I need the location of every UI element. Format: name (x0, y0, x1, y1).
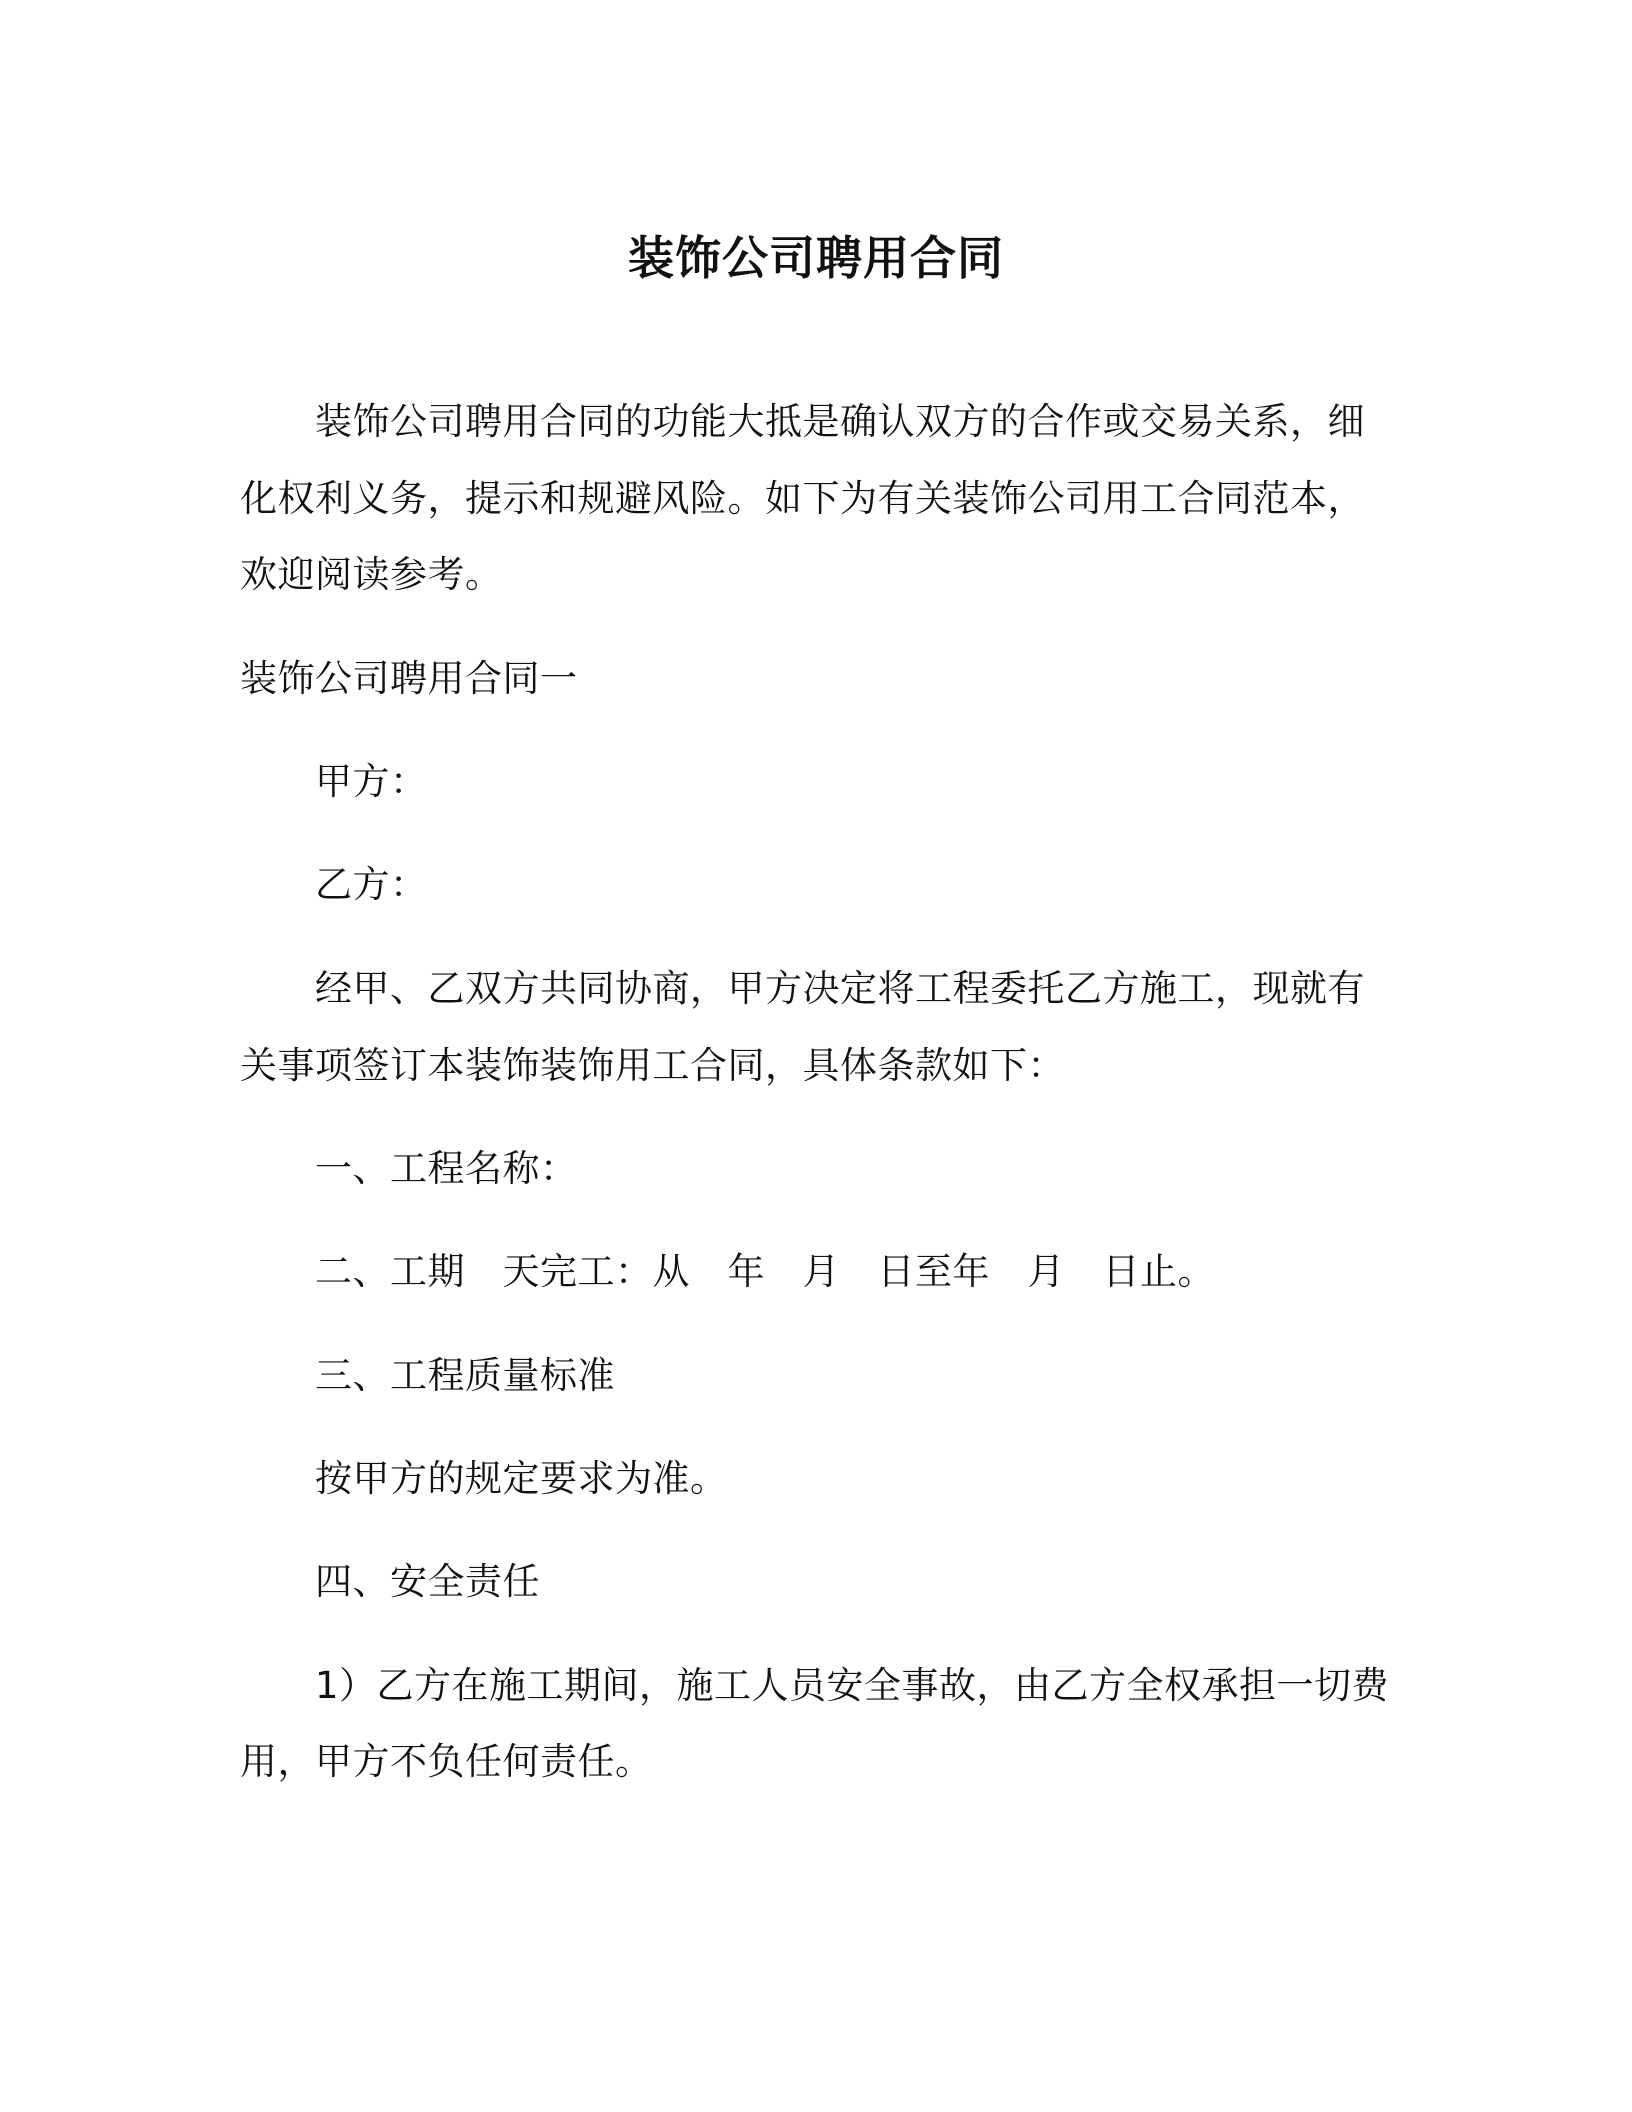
clause-duration: 二、工期 天完工：从 年 月 日至年 月 日止。 (315, 1250, 1215, 1293)
clause-safety-heading: 四、安全责任 (315, 1560, 540, 1603)
party-b-label: 乙方： (315, 863, 428, 906)
clause-quality-text: 按甲方的规定要求为准。 (315, 1457, 728, 1500)
preamble-line-2: 关事项签订本装饰装饰用工合同，具体条款如下： (240, 1044, 1065, 1087)
clause-safety-item-1-line-1: 1）乙方在施工期间，施工人员安全事故，由乙方全权承担一切费 (315, 1664, 1390, 1707)
intro-line-2: 化权利义务，提示和规避风险。如下为有关装饰公司用工合同范本， (240, 477, 1365, 520)
preamble-line-1: 经甲、乙双方共同协商，甲方决定将工程委托乙方施工，现就有 (315, 967, 1365, 1010)
clause-project-name: 一、工程名称： (315, 1147, 578, 1190)
intro-line-1: 装饰公司聘用合同的功能大抵是确认双方的合作或交易关系，细 (315, 400, 1365, 443)
clause-quality-heading: 三、工程质量标准 (315, 1354, 615, 1397)
document-title: 装饰公司聘用合同 (628, 231, 1004, 285)
intro-line-3: 欢迎阅读参考。 (240, 553, 503, 596)
party-a-label: 甲方： (315, 760, 428, 803)
section-heading: 装饰公司聘用合同一 (240, 657, 578, 700)
clause-safety-item-1-line-2: 用，甲方不负任何责任。 (240, 1740, 653, 1783)
